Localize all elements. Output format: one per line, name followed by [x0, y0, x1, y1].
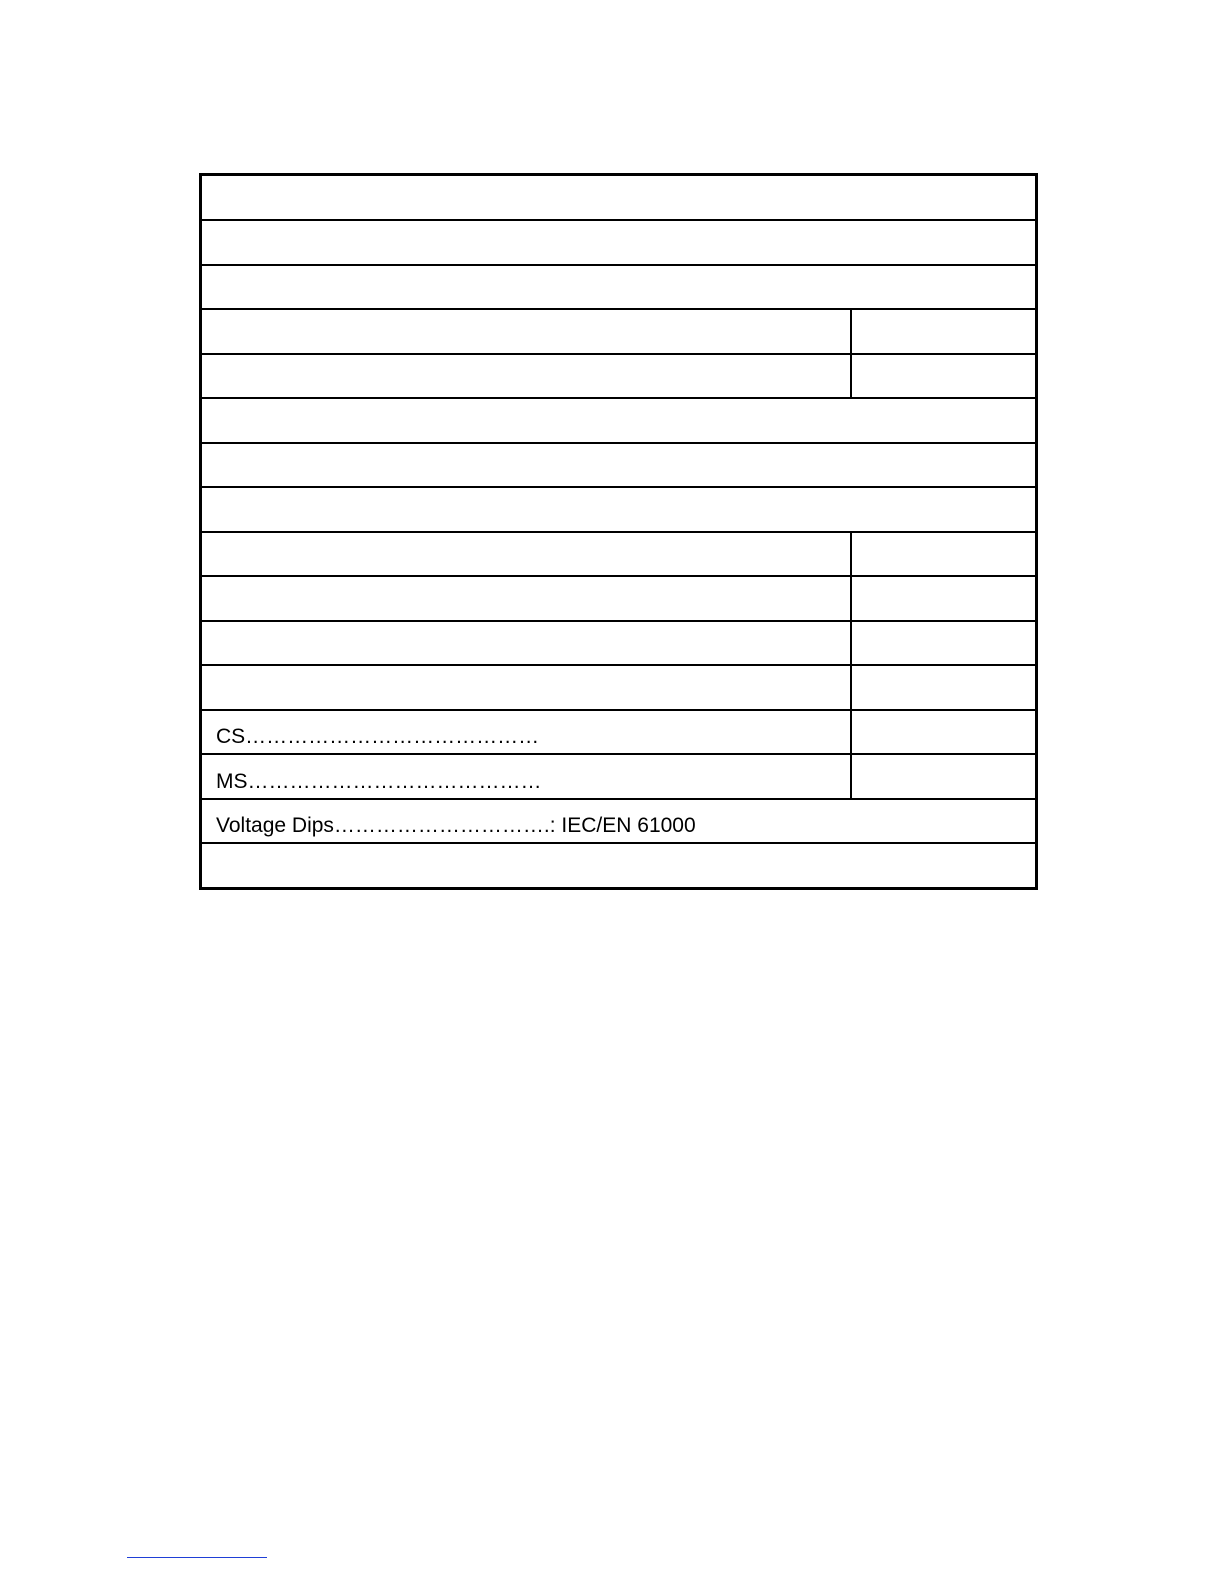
table-cell — [202, 310, 850, 353]
table-cell — [202, 622, 850, 665]
table-row — [202, 308, 1035, 353]
table-row — [202, 842, 1035, 887]
table-row — [202, 219, 1035, 264]
table-side-cell — [850, 310, 1035, 353]
table-row — [202, 397, 1035, 442]
table-cell — [202, 399, 1035, 442]
footnote-separator — [127, 1557, 267, 1558]
table-row-cs — [202, 709, 1035, 754]
table-cell — [202, 444, 1035, 487]
table-side-cell — [850, 355, 1035, 398]
table-side-cell — [850, 577, 1035, 620]
table-row — [202, 531, 1035, 576]
cs-label: CS…………………………………… — [216, 725, 540, 748]
voltage-dips-label: Voltage Dips………………………….: IEC/EN 61000 — [216, 814, 696, 837]
table-side-cell — [850, 533, 1035, 576]
table-row — [202, 620, 1035, 665]
ms-label: MS…………………………………… — [216, 769, 542, 793]
table-row-ms — [202, 753, 1035, 798]
table-row — [202, 442, 1035, 487]
table-row — [202, 353, 1035, 398]
table-cell — [202, 666, 850, 709]
table-row-voltage-dips — [202, 798, 1035, 843]
table-side-cell — [850, 755, 1035, 798]
table-cell — [202, 221, 1035, 264]
table-side-cell — [850, 711, 1035, 754]
table-cell — [202, 844, 1035, 887]
table-side-cell — [850, 622, 1035, 665]
table-row — [202, 575, 1035, 620]
table-cell — [202, 488, 1035, 531]
table-row — [202, 664, 1035, 709]
table-row — [202, 176, 1035, 219]
table-cell — [202, 176, 1035, 219]
table-cell — [202, 355, 850, 398]
specification-table — [199, 173, 1038, 890]
table-cell — [202, 266, 1035, 309]
table-cell — [202, 577, 850, 620]
table-row — [202, 264, 1035, 309]
table-side-cell — [850, 666, 1035, 709]
table-cell — [202, 533, 850, 576]
table-row — [202, 486, 1035, 531]
